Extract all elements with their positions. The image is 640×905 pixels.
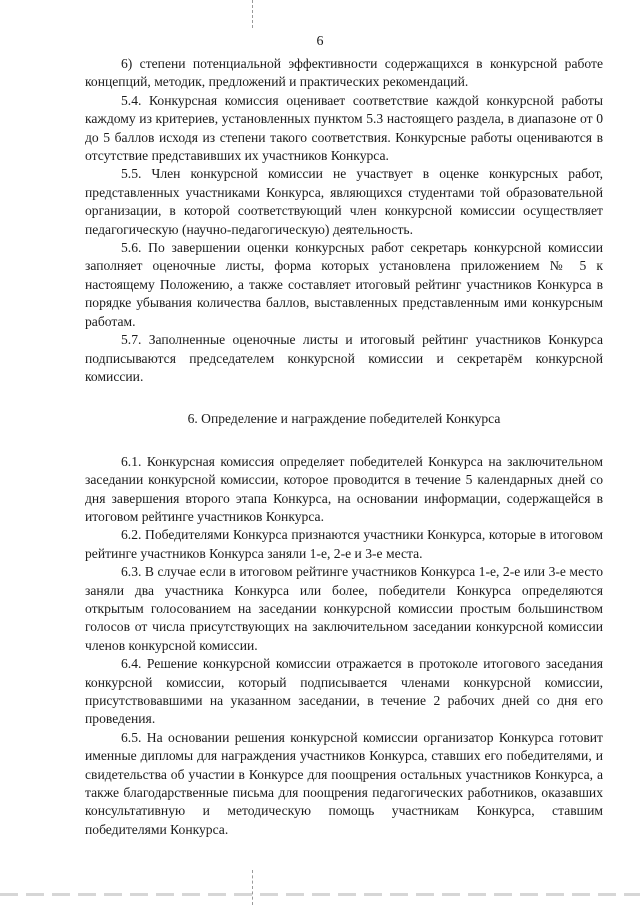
paragraph-5-6: 5.6. По завершении оценки конкурсных работ секретарь конкурсной комиссии заполняет оценочные листы, форма которых установлена приложением № 5 к настоящему Положению, а также составляет итоговый рейтинг участников Конкурса в порядке убывания количества баллов, выставленных представленным ими конкурсным работам. (85, 240, 603, 329)
paragraph-6-3: 6.3. В случае если в итоговом рейтинге участников Конкурса 1-е, 2-е или 3-е место заняли два участника Конкурса или более, победители Конкурса определяются открытым голосованием на заседании конкурсной комиссии простым большинством голосов от числа присутствующих на заключительном заседании конкурсной комиссии членов конкурсной комиссии. (85, 564, 603, 653)
section-heading: 6. Определение и награждение победителей Конкурса (187, 411, 501, 427)
paragraph-criterion-6: 6) степени потенциальной эффективности содержащихся в конкурсной работе концепций, методик, предложений и практических рекомендаций. (85, 56, 603, 90)
document-body (85, 55, 603, 839)
scan-artifact-line (252, 870, 254, 905)
page-number: 6 (316, 34, 324, 49)
scan-artifact-line (252, 0, 254, 28)
paragraph-6-5: 6.5. На основании решения конкурсной комиссии организатор Конкурса готовит именные дипломы для награждения участников Конкурса, ставших его победителями, и свидетельства об участии в Конкурсе для поощрения остальных участников Конкурса, а также благодарственные письма для поощрения педагогических работников, оказавших консультативную и методическую помощь участникам Конкурса, ставшим победителями Конкурса. (85, 729, 603, 837)
paragraph-6-4: 6.4. Решение конкурсной комиссии отражается в протоколе итогового заседания конкурсной комиссии, который подписывается членами конкурсной комиссии, присутствовавшими на указанном заседании, в течение 2 рабочих дней со дня его проведения. (85, 656, 603, 727)
scan-artifact-strip (0, 893, 640, 896)
paragraph-6-1: 6.1. Конкурсная комиссия определяет победителей Конкурса на заключительном заседании конкурсной комиссии, которое проводится в течение 5 календарных дней со дня завершения второго этапа Конкурса, на основании информации, содержащейся в итоговом рейтинге участников Конкурса. (85, 453, 603, 524)
paragraph-5-7: 5.7. Заполненные оценочные листы и итоговый рейтинг участников Конкурса подписываются председателем конкурсной комиссии и секретарём конкурсной комиссии. (85, 332, 603, 384)
paragraph-6-2: 6.2. Победителями Конкурса признаются участники Конкурса, которые в итоговом рейтинге участников Конкурса заняли 1-е, 2-е и 3-е места. (85, 527, 603, 561)
paragraph-5-4: 5.4. Конкурсная комиссия оценивает соответствие каждой конкурсной работы каждому из критериев, установленных пунктом 5.3 настоящего раздела, в диапазоне от 0 до 5 баллов исходя из степени такого соответствия. Конкурсные работы оцениваются в отсутствие представивших их участников Конкурса. (85, 92, 603, 164)
paragraph-5-5: 5.5. Член конкурсной комиссии не участвует в оценке конкурсных работ, представленных участниками Конкурса, являющихся студентами той образовательной организации, в которой соответствующий член конкурсной комиссии осуществляет педагогическую (научно-педагогическую) деятельность. (85, 166, 603, 237)
